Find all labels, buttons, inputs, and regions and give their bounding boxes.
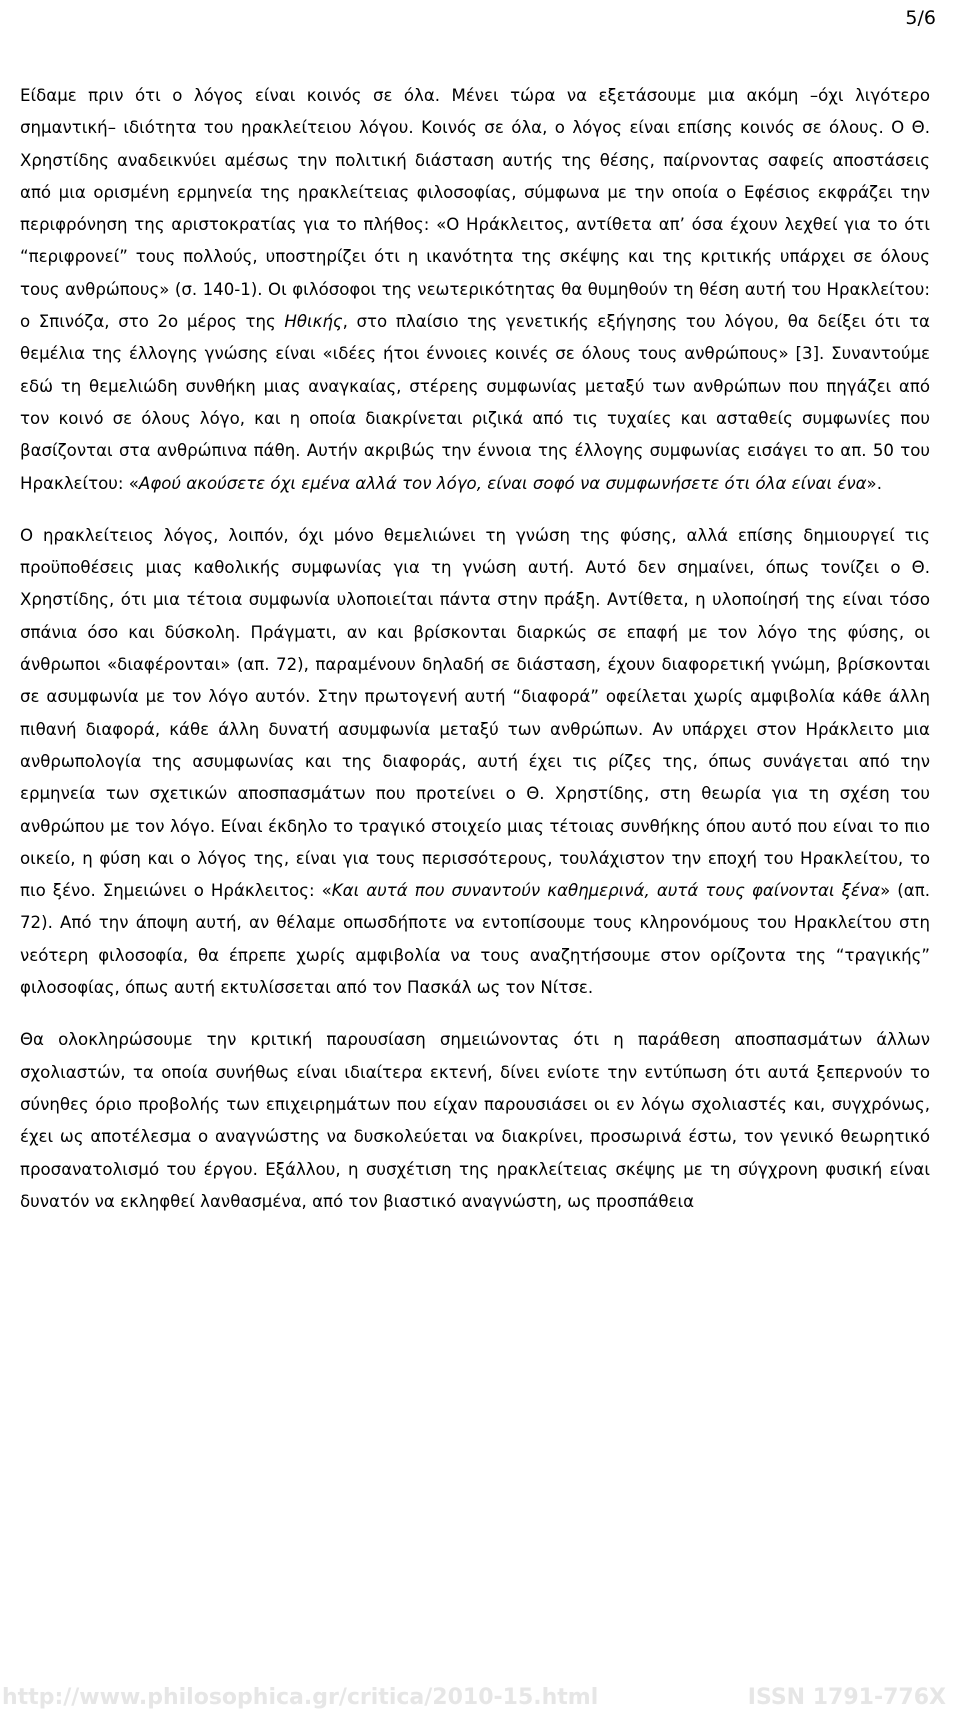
article-body: [0, 80, 930, 1218]
footer-watermark: [0, 1682, 960, 1714]
italic-text: Ηθικής: [284, 312, 343, 332]
text-run: ».: [866, 473, 882, 493]
text-run: Ο ηρακλείτειος λόγος, λοιπόν, όχι μόνο θεμελιώνει τη γνώση της φύσης, αλλά επίσης δημιουργεί τις προϋποθέσεις μιας καθολικής συμφωνίας για τη γνώση αυτή. Αυτό δεν σημαίνει, όπως τονίζει ο Θ. Χρηστίδης, ότι μια τέτοια συμφωνία υλοποιείται πάντα στην πράξη. Αντίθετα, η υλοποίησή της είναι τόσο σπάνια όσο και δύσκολη. Πράγματι, αν και βρίσκονται διαρκώς σε επαφή με τον λόγο της φύσης, οι άνθρωποι «διαφέρονται» (απ. 72), παραμένουν δηλαδή σε διάσταση, έχουν διαφορετική γνώμη, βρίσκονται σε ασυμφωνία με τον λόγο αυτόν. Στην πρωτογενή αυτή “διαφορά” οφείλεται χωρίς αμφιβολία κάθε άλλη πιθανή διαφορά, κάθε άλλη δυνατή ασυμφωνία μεταξύ των ανθρώπων. Αν υπάρχει στον Ηράκλειτο μια ανθρωπολογία της ασυμφωνίας και της διαφοράς, αυτή έχει τις ρίζες της, όπως συνάγεται από την ερμηνεία των σχετικών αποσπασμάτων που προτείνει ο Θ. Χρηστίδης, στη θεωρία για τη σχέση του ανθρώπου με τον λόγο. Είναι έκδηλο το τραγικό στοιχείο μιας τέτοιας συνθήκης όπου αυτό που είναι το πιο οικείο, η φύση και ο λόγος της, είναι για τους περισσότερους, τουλάχιστον την εποχή του Ηρακλείτου, το πιο ξένο. Σημειώνει ο Ηράκλειτος: «: [20, 525, 930, 901]
text-run: » (απ. 72). Από την άποψη αυτή, αν θέλαμε οπωσδήποτε να εντοπίσουμε τους κληρονόμους του Ηρακλείτου στη νεότερη φιλοσοφία, θα έπρεπε χωρίς αμφιβολία να τους αναζητήσουμε στον ορίζοντα της “τραγικής” φιλοσοφίας, όπως αυτή εκτυλίσσεται από τον Πασκάλ ως τον Νίτσε.: [20, 881, 930, 998]
text-run: Είδαμε πριν ότι ο λόγος είναι κοινός σε όλα. Μένει τώρα να εξετάσουμε μια ακόμη –όχι λιγότερο σημαντική– ιδιότητα του ηρακλείτειου λόγου. Κοινός σε όλα, ο λόγος είναι επίσης κοινός σε όλους. Ο Θ. Χρηστίδης αναδεικνύει αμέσως την πολιτική διάσταση αυτής της θέσης, παίρνοντας σαφείς αποστάσεις από μια ορισμένη ερμηνεία της ηρακλείτειας φιλοσοφίας, σύμφωνα με την οποία ο Εφέσιος εκφράζει την περιφρόνηση της αριστοκρατίας για το πλήθος: «Ο Ηράκλειτος, αντίθετα απ’ όσα έχουν λεχθεί για το ότι “περιφρονεί” τους πολλούς, υποστηρίζει ότι η ικανότητα της σκέψης και της κριτικής υπάρχει σε όλους τους ανθρώπους» (σ. 140-1). Οι φιλόσοφοι της νεωτερικότητας θα θυμηθούν τη θέση αυτή του Ηρακλείτου: ο Σπινόζα, στο 2ο μέρος της: [20, 86, 930, 332]
paragraph-1: [0, 80, 930, 500]
footer-issn: ISSN 1791-776X: [747, 1685, 946, 1710]
paragraph-3: [0, 1024, 930, 1218]
text-run: Θα ολοκληρώσουμε την κριτική παρουσίαση σημειώνοντας ότι η παράθεση αποσπασμάτων άλλων σχολιαστών, τα οποία συνήθως είναι ιδιαίτερα εκτενή, δίνει ενίοτε την εντύπωση ότι αυτά ξεπερνούν το σύνηθες όριο προβολής των επιχειρημάτων που είχαν παρουσιάσει οι εν λόγω σχολιαστές και, συγχρόνως, έχει ως αποτέλεσμα ο αναγνώστης να δυσκολεύεται να διακρίνει, προσωρινά έστω, τον γενικό θεωρητικό προσανατολισμό του έργου. Εξάλλου, η συσχέτιση της ηρακλείτειας σκέψης με τη σύγχρονη φυσική είναι δυνατόν να εκληφθεί λανθασμένα, από τον βιαστικό αναγνώστη, ως προσπάθεια: [20, 1030, 930, 1211]
italic-text: Και αυτά που συναντούν καθημερινά, αυτά τους φαίνονται ξένα: [331, 881, 881, 901]
text-run: , στο πλαίσιο της γενετικής εξήγησης του λόγου, θα δείξει ότι τα θεμέλια της έλλογης γνώσης είναι «ιδέες ήτοι έννοιες κοινές σε όλους τους ανθρώπους» [3]. Συναντούμε εδώ τη θεμελιώδη συνθήκη μιας αναγκαίας, στέρεης συμφωνίας μεταξύ των ανθρώπων που πηγάζει από τον κοινό σε όλους λόγο, και η οποία διακρίνεται ριζικά από τις τυχαίες και ασταθείς συμφωνίες που βασίζονται στα ανθρώπινα πάθη. Αυτήν ακριβώς την έννοια της έλλογης συμφωνίας εισάγει το απ. 50 του Ηρακλείτου: «: [20, 312, 930, 493]
paragraph-2: [0, 520, 930, 1004]
page-number: 5/6: [905, 7, 936, 29]
italic-text: Αφού ακούσετε όχι εμένα αλλά τον λόγο, είναι σοφό να συμφωνήσετε ότι όλα είναι ένα: [138, 473, 867, 493]
footer-url: http://www.philosophica.gr/critica/2010-15.html: [2, 1685, 599, 1710]
